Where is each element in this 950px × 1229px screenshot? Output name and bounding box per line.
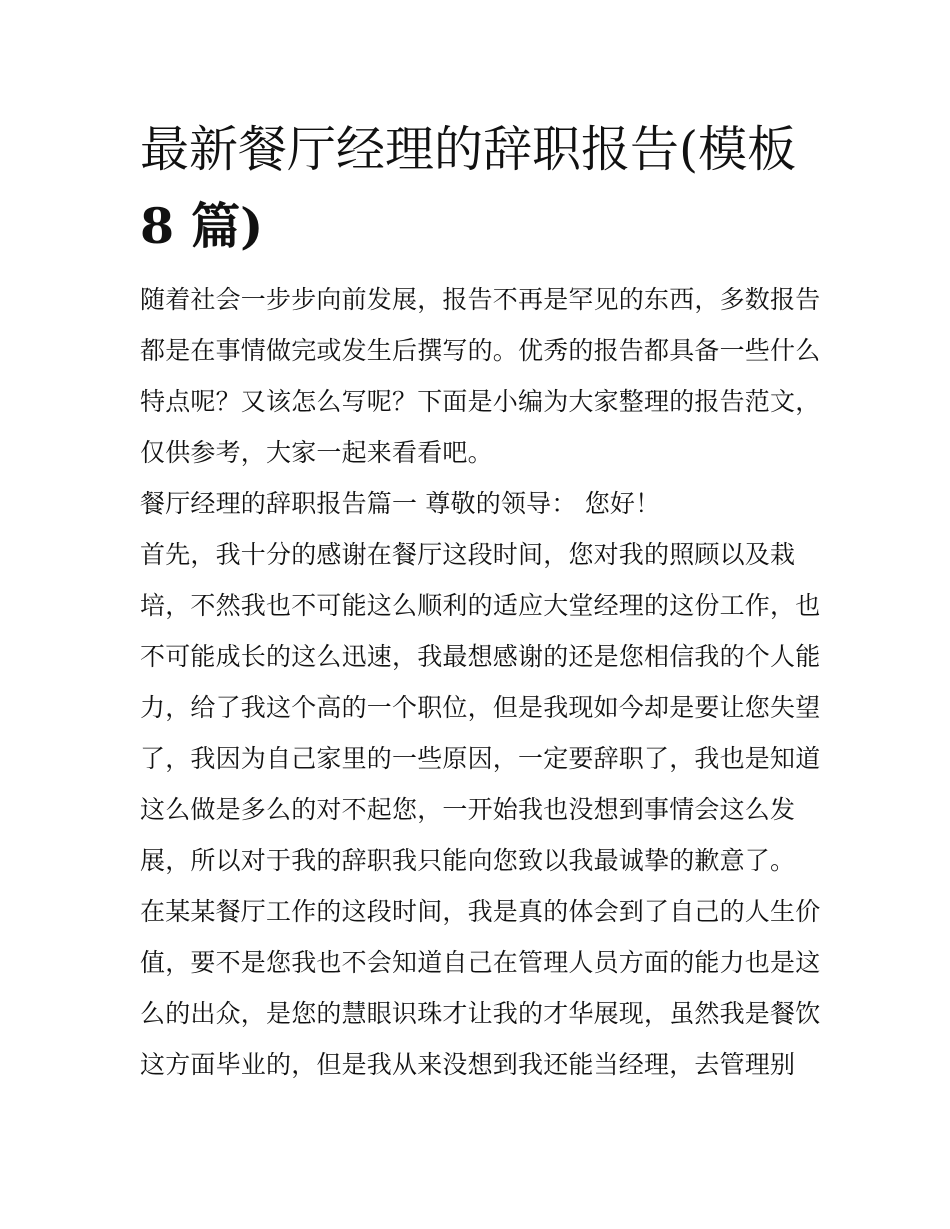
body-line-7: 展，所以对于我的辞职我只能向您致以我最诚挚的歉意了。 [140,846,796,875]
intro-line-1: 随着社会一步步向前发展，报告不再是罕见的东西，多数报告 [140,285,821,314]
body-line-2: 培，不然我也不可能这么顺利的适应大堂经理的这份工作，也 [140,591,821,620]
body-line-1: 首先，我十分的感谢在餐厅这段时间，您对我的照顾以及栽 [140,540,796,569]
document-title [140,112,820,265]
intro-line-2: 都是在事情做完或发生后撰写的。优秀的报告都具备一些什么 [140,336,821,365]
body-line-5: 了，我因为自己家里的一些原因，一定要辞职了，我也是知道 [140,744,821,773]
section-heading-line: 餐厅经理的辞职报告篇一 尊敬的领导： 您好！ [140,489,661,518]
title-line-2: 8 篇) [140,197,264,255]
title-line-1: 最新餐厅经理的辞职报告(模板 [140,121,797,178]
body-line-4: 力，给了我这个高的一个职位，但是我现如今却是要让您失望 [140,693,821,722]
body-line-10: 么的出众，是您的慧眼识珠才让我的才华展现，虽然我是餐饮 [140,999,821,1028]
body-line-8: 在某某餐厅工作的这段时间，我是真的体会到了自己的人生价 [140,897,821,926]
body-line-6: 这么做是多么的对不起您，一开始我也没想到事情会这么发 [140,795,796,824]
intro-line-4: 仅供参考，大家一起来看看吧。 [140,438,493,467]
intro-line-3: 特点呢？又该怎么写呢？下面是小编为大家整理的报告范文， [140,387,821,416]
body-line-3: 不可能成长的这么迅速，我最想感谢的还是您相信我的个人能 [140,642,821,671]
body-line-11: 这方面毕业的，但是我从来没想到我还能当经理，去管理别 [140,1050,796,1079]
body-line-9: 值，要不是您我也不会知道自己在管理人员方面的能力也是这 [140,948,821,977]
